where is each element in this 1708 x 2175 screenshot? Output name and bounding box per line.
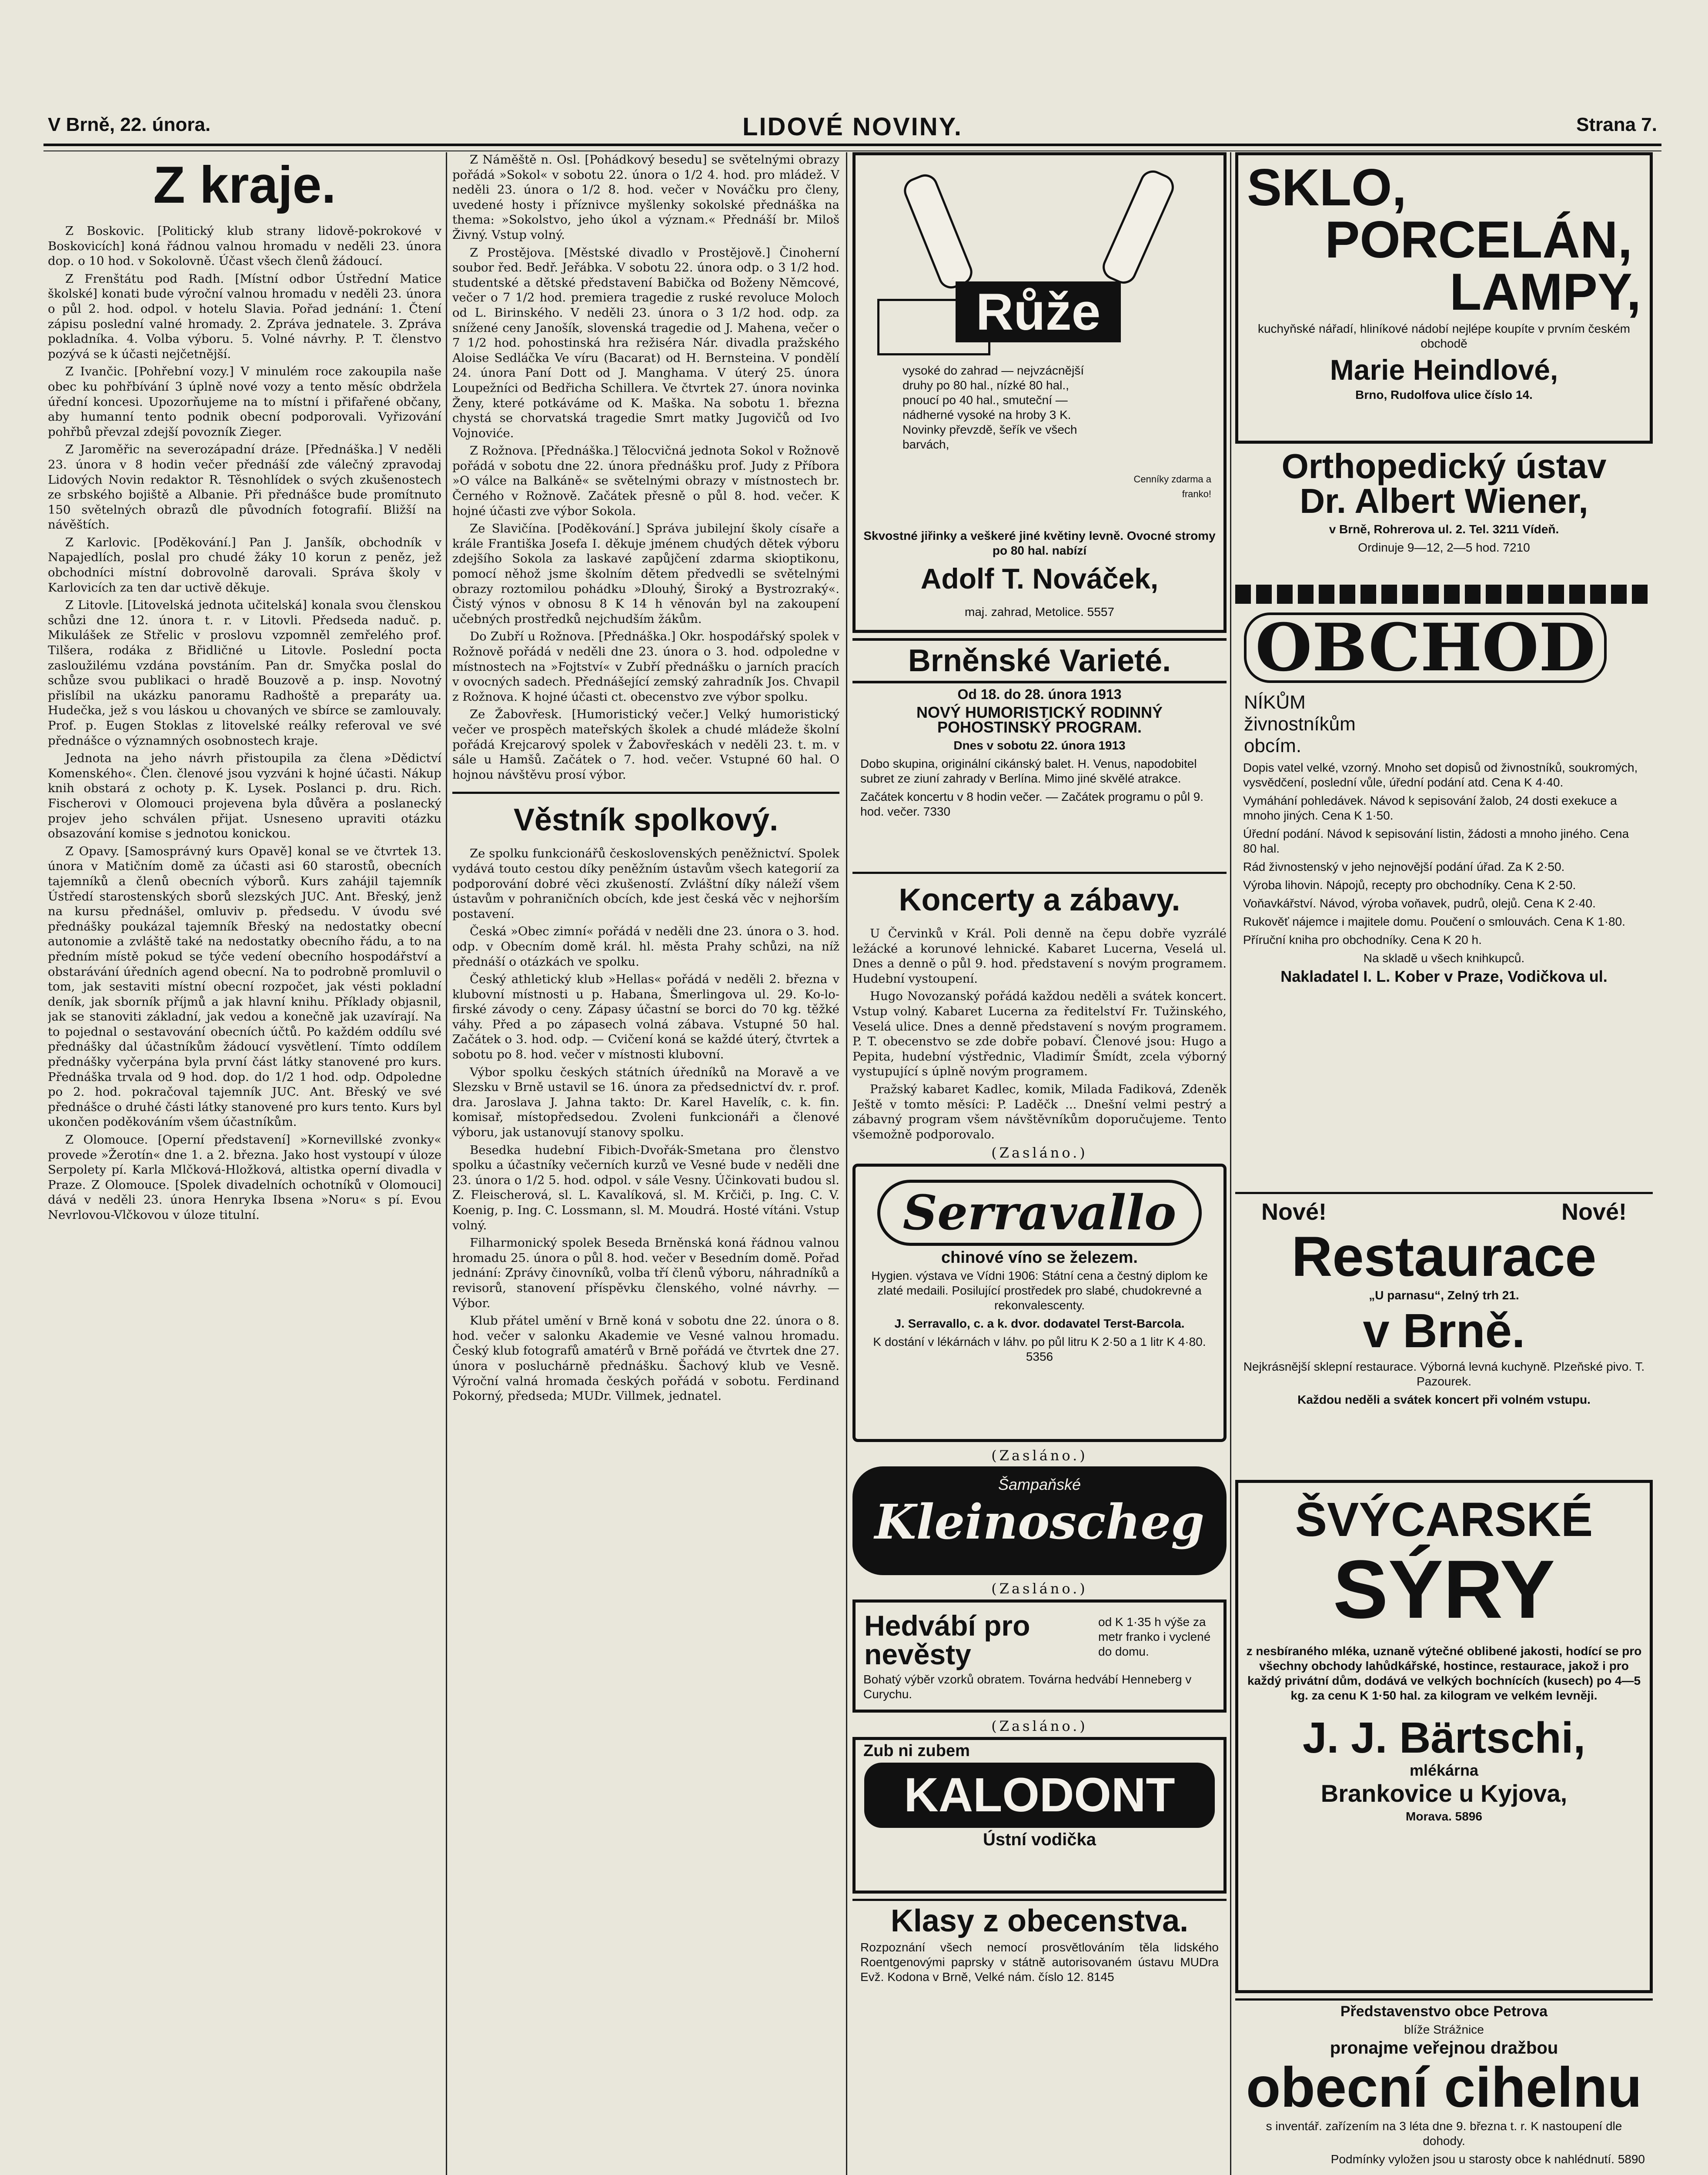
ad-kleinoscheg-logo: Kleinoscheg [874,1494,1205,1550]
decorative-border [1235,585,1653,604]
ad-ruze [852,152,1227,633]
article-paragraph: Z Ivančic. [Pohřební vozy.] V minulém roce zakoupila naše obec ku pohřbívání 3 úplně nové vozy a tento měsíc obdržela úřední koncesi. Upozorňujeme na to místní i přifařené občany, aby humanní tento podnik obecní podporovali. Vyřizování pohřbů převzal zdejší povozník Zieger. [48,365,441,439]
column-divider [846,152,847,2175]
ad-svycarske-syry: ŠVÝCARSKÉ SÝRY z nesbíraného mléka, uznaně výtečné oblibené jakosti, hodící se pro všechny obchody lahůdkářské, hostince, restaurace, jakož i pro každý privátní dům, dodává ve velkých bochnících (kusech) po 4—5 kg. za cenu K 1·50 hal. za kilogram ve velkém levněji. J. J. Bärtschi, mlékárna Brankovice u Kyjova, Morava. 5896 [1235,1480,1653,1993]
ad-klasy: Klasy z obecenstva. Rozpoznání všech nemocí prosvětlováním těla lidského Roentgenovými paprsky v státně autorisovaném ústavu MUDra Evž. Kodona v Brně, Velké nám. číslo 12. 8145 [852,1899,1227,2029]
ad-variete-title: Brněnské Varieté. [852,638,1227,683]
column-3 [852,152,1227,2175]
ad-kalodont: Zub ni zubem KALODONT Ústní vodička [852,1737,1227,1894]
zaslano-label: (Zasláno.) [991,1718,1088,1735]
header-rule [43,144,1661,151]
article-paragraph: Pražský kabaret Kadlec, komik, Milada Fadiková, Zdeněk Ještě v tomto měsíci: P. Laděčk ... Dnešní velmi pestrý a zábavný program všem návštěvníkům doporučujeme. Tento všemožně podporovalo. [852,1082,1227,1141]
ad-ruze-name: Adolf T. Nováček, [920,562,1159,595]
flower-drawing [900,171,976,292]
article-paragraph: Z Prostějova. [Městské divadlo v Prostějově.] Činoherní soubor řed. Bedř. Jeřábka. V sobotu 22. února odp. o 3 1/2 hod. studentské a dětské představení Babička od Boženy Němcové, večer o 7 1/2 hod. premiera tragedie z ruské revoluce Moloch od L. Birinského. V neděli 23. února o 3 1/2 hod. odp. za snížené ceny Janošík, slovenská tragedie od J. Mahena, večer o 7 1/2 hod. pohostinská hra režiséra Nár. divadla pražského Aloise Sedláčka Ve víru (Bacarat) od H. Bernsteina. V pondělí 24. února Paní Dott od J. Manghama. V úterý 25. února Loupežníci od Bedřicha Schillera. Ve čtvrtek 27. února novinka Ženy, které potkáváme od K. Maška. Na sobotu 1. března chystá se chorvatská tragedie Smrt matky Jugovičů od Ivo Vojnoviće. [452,245,839,440]
article-paragraph: Výbor spolku českých státních úředníků na Moravě a ve Slezsku v Brně ustavil se 16. února za předsednictví dv. r. prof. dra. Jaroslava J. Jahna takto: Dr. Karel Havelík, c. k. fin. komisař, místopředsedou. Zvoleni funkcionáři a členové výboru, jak ustanovují stanovy spolku. [452,1065,839,1140]
ad-brnenske-variete: Brněnské Varieté. Od 18. do 28. února 1913 NOVÝ HUMORISTICKÝ RODINNÝ POHOSTINSKÝ PROGRAM. Dnes v sobotu 22. února 1913 Dobo skupina, originální cikánský balet. H. Venus, napodobitel subret ze ziuní zahrady v Berlína. Mimo jiné skvělé atrakce. Začátek koncertu v 8 hodin večer. — Začátek programu o půl 9. hod. večer. 7330 [852,638,1227,867]
page-number: Strana 7. [1576,114,1657,135]
ad-ruze-text: vysoké do zahrad — nejvzácnější druhy po 80 hal., nízké 80 hal., pnoucí po 40 hal., smuteční — nádherné vysoké na hroby 3 K. Novinky převzdě, šeřík ve všech barvách, [902,364,1084,451]
article-paragraph: Do Zubří u Rožnova. [Přednáška.] Okr. hospodářský spolek v Rožnově pořádá v neděli dne 23. února o 3. hod. odpoledne v místnostech na »Fojtství« v Zubří přednášku o jarních pracích v ovocných sadech. Přednášející zemský zahradník Jos. Chvapil z Rožnova. K hojné účasti ct. obecenstvo zve výbor spolku. [452,629,839,704]
article-paragraph: Z Rožnova. [Přednáška.] Tělocvičná jednota Sokol v Rožnově pořádá v sobotu dne 22. února přednášku prof. Judy z Příbora »O válce na Balkáně« se světelnými obrazy v místnostech br. Černého v Rožnově. Začátek přesně o půl 8. hod. večer. K hojné účasti zve výbor Sokola. [452,444,839,518]
ad-restaurace: Nové! Nové! Restaurace „U parnasu“, Zelný trh 21. v Brně. Nejkrásnější sklepní restaurace. Výborná levná kuchyně. Plzeňské pivo. T. Pazourek. Každou neděli a svátek koncert při volném vstupu. [1235,1192,1653,1475]
article-paragraph: Česká »Obec zimní« pořádá v neděli dne 23. února o 3. hod. odp. v Obecním domě král. hl. města Prahy schůzi, na níž přednáší o otázkách ve spolku. [452,924,839,969]
column-divider [446,152,447,2175]
ad-ruze-line: Skvostné jiřinky a veškeré jiné květiny levně. Ovocné stromy po 80 hal. nabízí [863,529,1216,557]
ad-drazba-cihelny: Představenstvo obce Petrova blíže Strážnice pronajme veřejnou dražbou obecní cihelnu s inventář. zařízením na 3 léta dne 9. března t. r. K nastoupení dle dohody. Podmínky vyložen jsou u starosty obce k nahlédnutí. 5890 [1235,1998,1653,2175]
article-paragraph: Ze spolku funkcionářů československých peněžnictví. Spolek vydává touto cestou díky peněžním ústavům všech kategorií za podporování dobré věci zkušeností. Zvláštní díky náleží všem ústavům v pohraničních obcích, kde jest česká věc v nejhorším postavení. [452,847,839,921]
article-paragraph: Z Opavy. [Samosprávný kurs Opavě] konal se ve čtvrtek 13. února v Matičním domě za účasti asi 60 starostů, obecních tajemníků a členů obecních výborů. Kurs zahájil tajemník Ústředí starostenských sborů slezských JUC. Ant. Břeský, jenž na kursu přednášel, omluviv p. předsedu. V úvodu své přednášky poukázal tajemník Břeský na nedostatky obecní autonomie a zvláště také na nedostatky obecního řádu, a to na předním místě pokud se týče vedení obecního hospodářství a obstarávání úředních agend obecní. Na to podrobně promluvil o tom, jak sestaviti místní obecní rozpočet, jak vésti pokladní deník, jak sborník příjmů a jak hlavní knihu. Příklady objasnil, jak se stanoviti základní, jak vedou a konečně jak uzavírají. Na to pojednal o sestavování obecních účtů. Po každém oddílu své přednášky dal účastníkům žádoucí vysvětlení. Tímto oddílem přednášky vyčerpána byla první část látky stanovené pro kurs. Přednáška trvala od 9 hod. dop. do 1/2 1 hod. odp. Odpoledne po 2. hod. pokračoval tajemník JUC. Ant. Břeský ve své přednášce o druhé části látky stanovené pro kurs tento. Kurs byl ukončen poděkováním všem účastníkům. [48,844,441,1129]
header-date: V Brně, 22. února. [48,114,211,135]
ad-serravallo-logo: Serravallo [877,1180,1202,1246]
article-paragraph: Filharmonický spolek Beseda Brněnská koná řádnou valnou hromadu 25. února o půl 8. hod. večer v Besedním domě. Pořad jednání: Zprávy činovníků, volba tří členů výboru, náhradníků a revisorů, stanovení příspěvku členského, volné návrhy. — Výbor. [452,1236,839,1310]
ad-serravallo: Serravallo chinové víno se železem. Hygien. výstava ve Vídni 1906: Státní cena a čestný diplom ke zlaté medaili. Posilující prostředek pro slabé, chudokrevné a rekonvalescenty. J. Serravallo, c. a k. dvor. dodavatel Terst-Barcola. K dostání v lékárnách v láhv. po půl litru K 2·50 a 1 litr K 4·80. 5356 [852,1164,1227,1442]
article-paragraph: Český athletický klub »Hellas« pořádá v neděli 2. března v klubovní místnosti u p. Habana, Šmerlingova ul. 29. Ko-lo-firské závody o ceny. Zápasy účastní se borci do 70 kg. těžké váhy. Před a po zápasech volná zábava. Vstupné 50 hal. Začátek o 3. hod. odp. — Cvičení koná se každé úterý, čtvrtek a sobotu po 8. hod. večer v místnosti klubovní. [452,972,839,1062]
section-title-koncerty: Koncerty a zábavy. [852,872,1227,920]
article-paragraph: Z Karlovic. [Poděkování.] Pan J. Janšík, obchodník v Napajedlích, poslal pro chudé žáky 10 korun z peněz, jež obchodníci místní dobrovolně darovali. Správa školy v Karlovicích za ten dar uctivě děkuje. [48,535,441,595]
zaslano-label: (Zasláno.) [991,1447,1088,1464]
masthead: LIDOVÉ NOVINY. [742,113,963,141]
zaslano-label: (Zasláno.) [991,1580,1088,1597]
article-paragraph: Ze Žabovřesk. [Humoristický večer.] Velký humoristický večer ve prospěch mateřských školek a chudé mládeže školní pořádá Krejcarový spolek v Žabovřeskách v neděli 23. t. m. v sále u Hamšů. Začátek o 7. hod. večer. Vstupné 60 hal. O hojnou návštěvu prosí výbor. [452,707,839,782]
zaslano-label: (Zasláno.) [991,1144,1088,1161]
ad-ruze-catalog: Cenníky zdarma a franko! [1133,474,1211,499]
article-paragraph: Z Náměště n. Osl. [Pohádkový besedu] se světelnými obrazy pořádá »Sokol« v sobotu 22. února o 1/2 4. hod. pro mládež. V neděli 23. února o 1/2 8. hod. večer v Nováčku pro členy, uvedené hosty i příznivce myšlenky sokolské přednáška na thema: »Sokolstvo, jeho úkol a význam.« Přednáší br. Miloš Živný. Vstup volný. [452,153,839,242]
article-paragraph: Besedka hudební Fibich-Dvořák-Smetana pro členstvo spolku a účastníky večerních kurzů ve Vesné bude v neděli dne 23. února o 1/2 5. hod. odpol. v sále Vesny. Účinkovati budou sl. Z. Fleischerová, sl. L. Kavalíková, sl. M. Krčiči, p. Ing. C. V. Koenig, p. Ing. C. Lossmann, sl. M. Moudrá. Hosté vítáni. Vstup volný. [452,1143,839,1232]
page-header [48,114,1657,140]
ad-hedvabi: Hedvábí pro nevěsty od K 1·35 h výše za metr franko i vyclené do domu. Bohatý výběr vzorků obratem. Továrna hedvábí Henneberg v Curychu. [852,1599,1227,1713]
article-paragraph: Ze Slavičína. [Poděkování.] Správa jubilejní školy císaře a krále Františka Josefa I. děkuje jménem chudých dětek výboru zdejšího Sokola za laskavé zapůjčení zdarma skioptikonu, pomocí něhož jsme školním dětem předvedli se světelnými obrazy roztomilou pohádku »Dlouhý, Široký a Bystrozraký«. Čistý výnos v obnosu 8 K 14 h věnován byl na zakoupení učebných prostředků nejchudším žákům. [452,522,839,626]
article-paragraph: U Červinků v Král. Poli denně na čepu dobře vyzrálé ležácké a korunové lehnické. Kabaret Lucerna, Veselá ul. Dnes a denně o půl 9. hod. představení s novým programem. Hudební vystoupení. [852,927,1227,986]
article-paragraph: Z Olomouce. [Operní představení] »Kornevillské zvonky« provede »Žerotín« dne 1. a 2. března. Jako host vystoupí v úloze Serpolety pí. Karla Mlčková-Hložková, altistka operní divadla v Praze. Z Olomouce. [Spolek divadelních ochotníků v Olomouci] dává v neděli 23. února Henryka Ibsena »Noru« s pí. Evou Nevrlovou-Vlčkovou v úloze titulní. [48,1133,441,1222]
section-title-vestnik-spolkovy: Věstník spolkový. [452,792,839,840]
ad-ruze-address: maj. zahrad, Metolice. 5557 [965,605,1114,619]
ad-ruze-title: Růže [956,281,1121,342]
article-paragraph: Jednota na jeho návrh přistoupila za člena »Dědictví Komenského«. Člen. členové jsou vyzváni k hojné účasti. Nákup knih obstará z ochoty p. K. Lysek. Poslanci p. dru. Rich. Fischerovi v Olomouci projevena byla důvěra a poslanecký projev jeho schválen přijat. Usneseno upraviti otázku obsazování komise s jednotou konickou. [48,751,441,841]
ad-orthopedicky-ustav: Orthopedický ústav Dr. Albert Wiener, v Brně, Rohrerova ul. 2. Tel. 3211 Vídeň. Ordinuje 9—12, 2—5 hod. 7210 [1281,449,1607,554]
article-paragraph: Z Boskovic. [Politický klub strany lidově-pokrokové v Boskovicích] koná řádnou valnou hromadu v neděli 23. února dop. o 10 hod. v Sokolovně. Účast všech členů žádoucí. [48,224,441,268]
column-2 [452,152,839,2175]
article-paragraph: Hugo Novozanský pořádá každou neděli a svátek koncert. Vstup volný. Kabaret Lucerna za ředitelství Fr. Tužinského, Veselá ulice. Dnes a denně představení s novým programem. P. T. obecenstvo se zde dobře pobaví. Členové jsou: Hugo a Pepita, hudební výstřednic, Vladimír Šmídt, zcela výborný vystupující s úplně novým programem. [852,989,1227,1079]
article-paragraph: Z Frenštátu pod Radh. [Místní odbor Ústřední Matice školské] konati bude výroční valnou hromadu v neděli 23. února o půl 2. hod. odpol. v hotelu Slavia. Pořad jednání: 1. Čtení zápisu poslední valné hromady. 2. Zpráva jednatele. 3. Zpráva pokladníka. 4. Volba výboru. 5. Volné návrhy. P. T. členstvo pozývá se k účasti nejčetnější. [48,271,441,361]
ad-sklo-porcelan: SKLO, PORCELÁN, LAMPY, kuchyňské nářadí, hliníkové nádobí nejlépe koupíte v prvním českém obchodě Marie Heindlové, Brno, Rudolfova ulice číslo 14. [1235,152,1653,444]
flower-drawing [1099,166,1178,288]
column-divider [1230,152,1231,2175]
article-paragraph: Klub přátel umění v Brně koná v sobotu dne 22. února o 8. hod. večer v salonku Akademie ve Vesné valnou hromadu. Český klub fotografů amatérů v Brně pořádá ve čtvrtek dne 27. února v posluchárně přednášku. Šachový klub ve Vesně. Výroční valná hromada českých pořádá v sobotu. Ferdinand Pokorný, předseda; MUDr. Villmek, jednatel. [452,1314,839,1403]
column-1 [48,152,441,2175]
column-4 [1235,152,1653,2175]
article-paragraph: Z Litovle. [Litovelská jednota učitelská] konala svou členskou schůzi dne 12. února t. r. v Litovli. Předseda naduč. p. Mikulášek ze Střelic v proslovu vzpomněl zemřelého prof. Tilšera, rodáka z Břidličné u Litovle. Poslední pocta zasloužilému vzdána povstáním. Pan dr. Smyčka poslal do schůze svou publikaci o hradě Bouzově a p. insp. Novotný přislíbil na ukázku panoramu Radhoště a preparáty ua. Hudečka, jež s vou láskou u chovaných ve sbírce se zamlouvaly. Prof. p. Eugen Stoklas z litovelské reálky referoval ve své přednášce o významných osobnostech kraje. [48,598,441,748]
ad-kleinoscheg: Šampaňské Kleinoscheg [852,1466,1227,1575]
ad-kalodont-logo: KALODONT [864,1763,1215,1828]
article-paragraph: Z Jaroměřic na severozápadní dráze. [Přednáška.] V neděli 23. února v 8 hodin večer přednáší zde válečný zpravodaj Lidových Novin redaktor R. Těsnohlídek o svých zkušenostech ze srbského bojiště a Albanie. Při přednášce bude promítnuto 150 světelných obrazů dle původních fotografií. Bližší na návěštích. [48,442,441,532]
ad-obchod-tiskopisy: OBCHOD NÍKŮM živnostníkům obcím. Dopis vatel velké, vzorný. Mnoho set dopisů od živnostníků, soukromých, vysvědčení, poslední vůle, úřední podání atd. Cena K 4·40. Vymáhání pohledávek. Návod k sepisování žalob, 24 dosti exekuce a mnoho jiných. Cena K 1·50. Úřední podání. Návod k sepisování listin, žádosti a mnoho jiného. Cena 80 hal. Rád živnostenský v jeho nejnovější podání úřad. Za K 2·50. Výroba lihovin. Nápojů, recepty pro obchodníky. Cena K 2·50. Voňavkářství. Návod, výroba voňavek, pudrů, olejů. Cena K 2·40. Rukověť nájemce i majitele domu. Poučení o smlouvách. Cena K 1·80. Příruční kniha pro obchodníky. Cena K 20 h. Na skladě u všech knihkupců. Nakladatel I. L. Kober v Praze, Vodičkova ul. [1243,609,1638,985]
section-title-z-kraje: Z kraje. [153,156,336,214]
